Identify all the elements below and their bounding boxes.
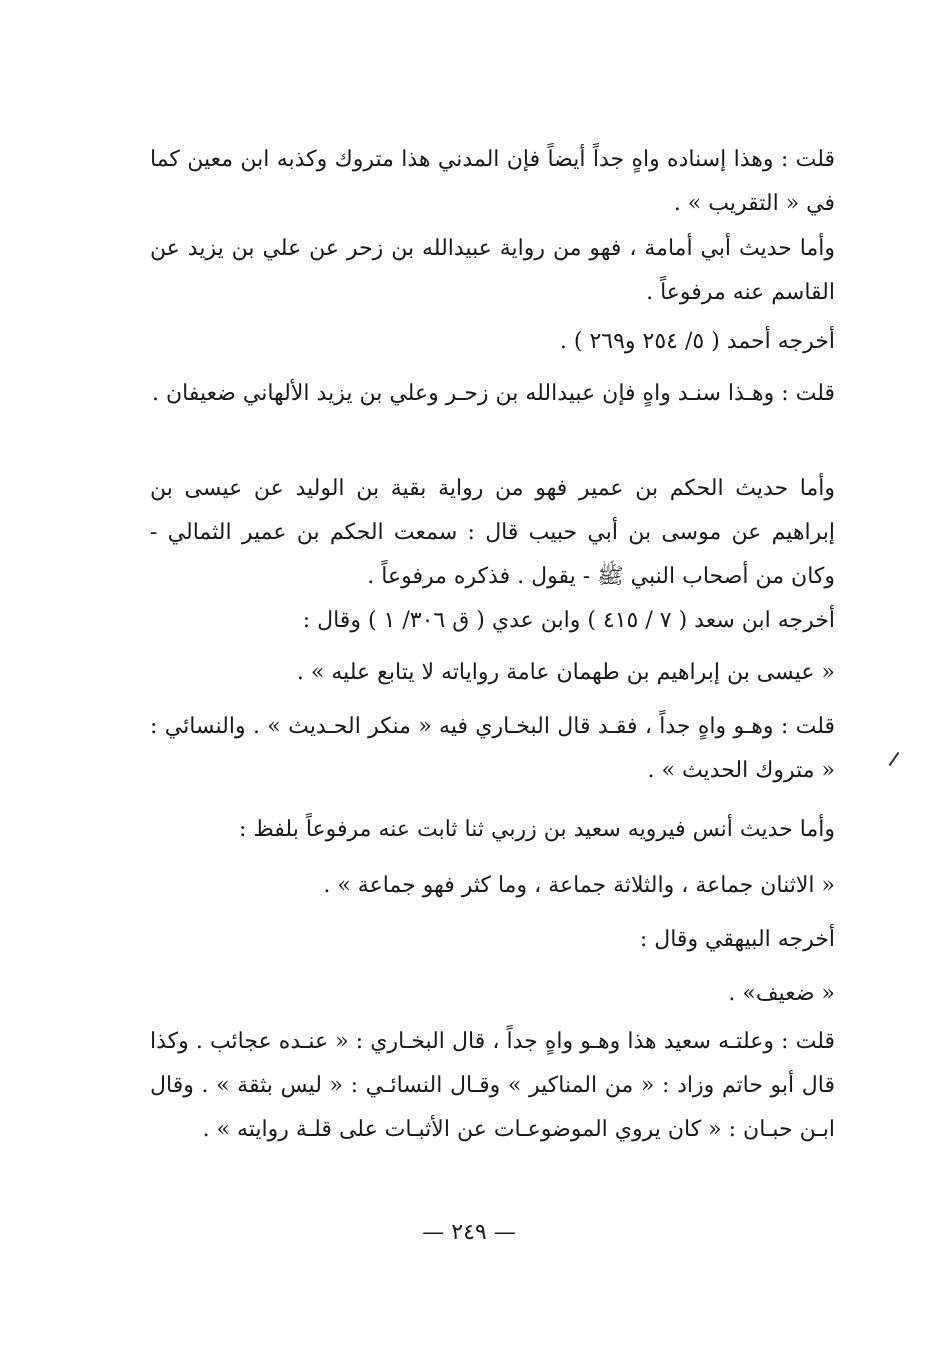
paragraph-12: « ضعيف» .	[728, 981, 835, 1006]
paragraph-7: « عيسى بن إبراهيم بن طهمان عامة رواياته لا يتابع عليه » .	[296, 660, 835, 685]
margin-mark	[889, 752, 900, 766]
paragraph-9: وأما حديث أنس فيرويه سعيد بن زربي ثنا ثابت عنه مرفوعاً بلفظ :	[239, 817, 835, 842]
paragraph-2: وأما حديث أبي أمامة ، فهو من رواية عبيدالله بن زحر عن علي بن يزيد عن القاسم عنه مرفوعاً .	[150, 236, 835, 305]
paragraph-1: قلت : وهذا إسناده واهٍ جداً أيضاً فإن المدني هذا متروك وكذبه ابن معين كما في « التقريب » .	[150, 147, 835, 216]
page-number: — ٢٤٩ —	[422, 1220, 516, 1245]
paragraph-10: « الاثنان جماعة ، والثلاثة جماعة ، وما كثر فهو جماعة » .	[323, 873, 835, 898]
paragraph-13: قلت : وعلتـه سعيد هذا وهـو واهٍ جداً ، قال البخـاري : « عنـده عجائب . وكذا قال أبو حاتم وزاد : « من المناكير » وقـال النسائـي : « ليس بثقة » . وقال ابـن حبـان : « كان يروي الموضوعـات عن الأثبـات على قلـة روايته » .	[150, 1029, 835, 1142]
paragraph-3: أخرجه أحمد ( ٥/ ٢٥٤ و٢٦٩ ) .	[559, 329, 835, 354]
paragraph-6: أخرجه ابن سعد ( ٧ / ٤١٥ ) وابن عدي ( ق ٣٠٦/ ١ ) وقال :	[302, 608, 835, 633]
paragraph-4: قلت : وهـذا سنـد واهٍ فإن عبيدالله بن زحـر وعلي بن يزيد الألهاني ضعيفان .	[151, 381, 835, 406]
paragraph-11: أخرجه البيهقي وقال :	[639, 927, 835, 952]
paragraph-8: قلت : وهـو واهٍ جداً ، فقـد قال البخـاري فيه « منكر الحـديث » . والنسائي : « متروك الحديث » .	[150, 714, 835, 783]
paragraph-5: وأما حديث الحكم بن عمير فهو من رواية بقية بن الوليد عن عيسى بن إبراهيم عن موسى بن أبي حبيب قال : سمعت الحكم بن عمير الثمالي - وكان من أصحاب النبي ﷺ - يقول . فذكره مرفوعاً .	[150, 476, 835, 589]
